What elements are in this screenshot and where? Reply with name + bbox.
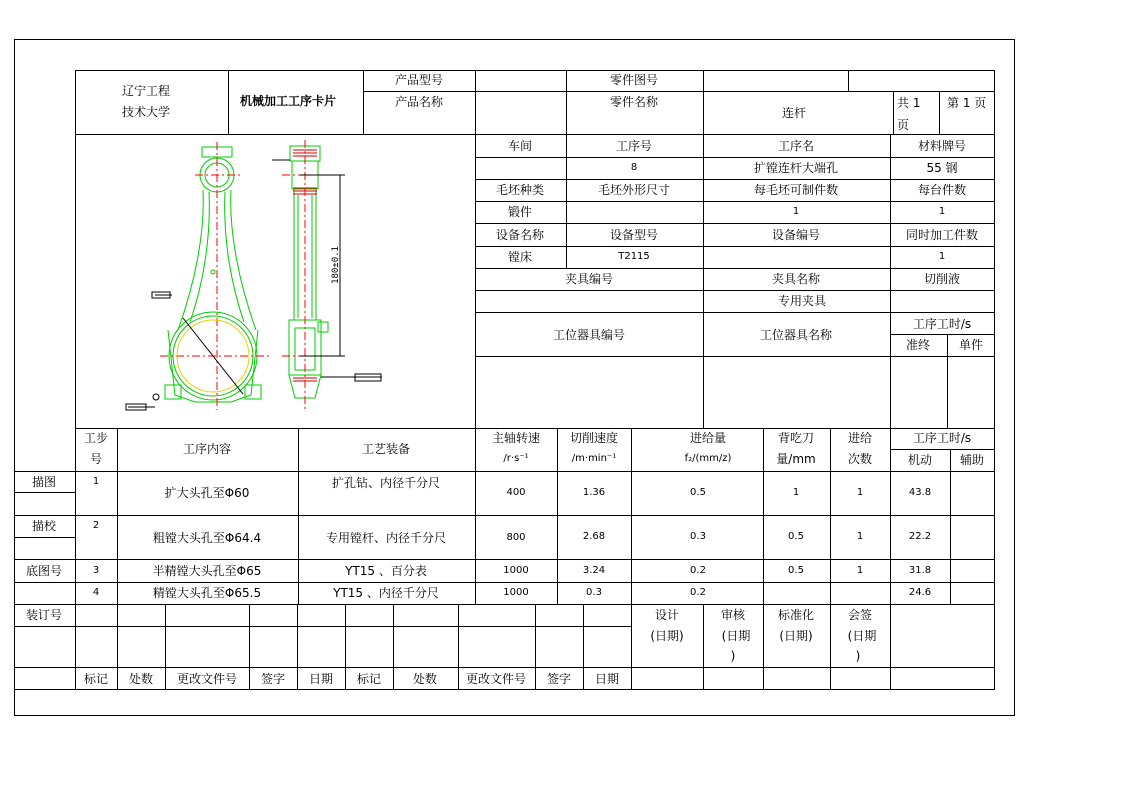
page-number: 第 1 页 xyxy=(947,96,987,110)
fixture-no-label: 夹具编号 xyxy=(564,272,614,286)
passes-unit: 次数 xyxy=(847,452,873,466)
school-name-line2: 技术大学 xyxy=(121,105,171,119)
equip-model-value: T2115 xyxy=(618,251,650,262)
cut-speed-unit: /m·min⁻¹ xyxy=(571,453,617,464)
trace-label: 描图 xyxy=(31,475,57,489)
binding-no-label: 装订号 xyxy=(25,608,63,622)
step-cut-speed: 0.3 xyxy=(586,587,602,598)
check-label: 描校 xyxy=(31,519,57,533)
step-spindle: 400 xyxy=(506,487,526,498)
step-no: 1 xyxy=(92,476,100,487)
standardization-label: 标准化 xyxy=(777,608,815,622)
countersign-date-label: (日期 xyxy=(847,629,877,643)
parts-per-blank-value: 1 xyxy=(792,206,800,217)
step-cut-speed: 3.24 xyxy=(582,565,606,576)
review-label: 审核 xyxy=(720,608,746,622)
simul-parts-label: 同时加工件数 xyxy=(905,228,979,242)
step-passes: 1 xyxy=(856,531,864,542)
step-equipment: YT15 、内径千分尺 xyxy=(333,586,439,600)
part-drawing-no-label: 零件图号 xyxy=(609,73,659,87)
design-date-label: (日期) xyxy=(650,629,684,643)
step-depth: 0.5 xyxy=(788,565,804,576)
step-spindle: 800 xyxy=(506,532,526,543)
step-cut-speed: 1.36 xyxy=(582,487,606,498)
step-content: 半精镗大头孔至Φ65 xyxy=(152,564,262,578)
step-no-header: 工步 xyxy=(83,431,109,445)
material-label: 材料牌号 xyxy=(917,139,967,153)
countersign-date-close: ) xyxy=(855,649,861,663)
op-no-value: 8 xyxy=(630,162,638,173)
step-no: 2 xyxy=(92,520,100,531)
blank-type-value: 锻件 xyxy=(507,205,533,219)
step-hours-header: 工序工时/s xyxy=(912,431,972,445)
fixture-name-value: 专用夹具 xyxy=(777,294,827,308)
step-depth: 1 xyxy=(792,487,800,498)
step-content: 扩大头孔至Φ60 xyxy=(164,486,250,500)
total-pages-unit: 页 xyxy=(897,118,910,132)
step-machine-time: 31.8 xyxy=(908,565,932,576)
equip-model-label: 设备型号 xyxy=(609,228,659,242)
equip-no-label: 设备编号 xyxy=(771,228,821,242)
coolant-label: 切削液 xyxy=(923,272,961,286)
parts-per-blank-label: 每毛坯可制件数 xyxy=(753,183,839,197)
footer-mark: 标记 xyxy=(83,672,109,686)
op-no-label: 工序号 xyxy=(615,139,653,153)
part-name-value: 连杆 xyxy=(781,106,807,120)
machine-time-header: 机动 xyxy=(907,453,933,467)
spindle-speed-header: 主轴转速 xyxy=(491,431,541,445)
footer-sign: 签字 xyxy=(260,672,286,686)
depth-unit: 量/mm xyxy=(776,452,816,466)
station-tool-no-label: 工位器具编号 xyxy=(552,328,626,342)
step-feed: 0.5 xyxy=(690,487,706,498)
footer-mark: 标记 xyxy=(356,672,382,686)
footer-doc-no: 更改文件号 xyxy=(176,672,238,686)
base-drawing-no-label: 底图号 xyxy=(25,564,63,578)
step-passes: 1 xyxy=(856,487,864,498)
blank-size-label: 毛坯外形尺寸 xyxy=(597,183,671,197)
workshop-label: 车间 xyxy=(507,139,533,153)
step-depth: 0.5 xyxy=(788,531,804,542)
equipment-header: 工艺装备 xyxy=(361,442,411,456)
card-title: 机械加工工序卡片 xyxy=(239,94,337,108)
total-pages: 共 1 xyxy=(897,96,921,110)
material-value: 55 钢 xyxy=(926,161,958,175)
review-date-close: ) xyxy=(730,649,736,663)
step-spindle: 1000 xyxy=(503,565,529,576)
footer-date: 日期 xyxy=(308,672,334,686)
rod-length-dimension: 180±0.1 xyxy=(331,246,341,284)
design-label: 设计 xyxy=(654,608,680,622)
review-date-label: (日期 xyxy=(721,629,751,643)
standardization-date-label: (日期) xyxy=(779,629,813,643)
footer-date: 日期 xyxy=(594,672,620,686)
step-content: 精镗大头孔至Φ65.5 xyxy=(152,586,262,600)
footer-sign: 签字 xyxy=(546,672,572,686)
step-no: 4 xyxy=(92,587,100,598)
product-model-label: 产品型号 xyxy=(394,73,444,87)
depth-header: 背吃刀 xyxy=(777,431,815,445)
feed-unit: f₂/(mm/z) xyxy=(684,453,732,464)
parts-per-unit-value: 1 xyxy=(938,206,946,217)
op-name-label: 工序名 xyxy=(777,139,815,153)
part-name-label: 零件名称 xyxy=(609,95,659,109)
passes-header: 进给 xyxy=(847,431,873,445)
cut-speed-header: 切削速度 xyxy=(569,431,619,445)
step-feed: 0.3 xyxy=(690,531,706,542)
fixture-name-label: 夹具名称 xyxy=(771,272,821,286)
product-name-label: 产品名称 xyxy=(394,95,444,109)
step-no: 3 xyxy=(92,565,100,576)
equip-name-label: 设备名称 xyxy=(495,228,545,242)
step-passes: 1 xyxy=(856,565,864,576)
step-equipment: YT15 、百分表 xyxy=(345,564,427,578)
prep-time-label: 准终 xyxy=(905,338,931,352)
step-feed: 0.2 xyxy=(690,587,706,598)
step-equipment: 扩孔钻、内径千分尺 xyxy=(331,476,441,490)
step-machine-time: 22.2 xyxy=(908,531,932,542)
unit-time-label: 单件 xyxy=(958,338,984,352)
station-tool-name-label: 工位器具名称 xyxy=(759,328,833,342)
spindle-speed-unit: /r·s⁻¹ xyxy=(503,453,529,464)
step-equipment: 专用镗杆、内径千分尺 xyxy=(325,531,447,545)
step-spindle: 1000 xyxy=(503,587,529,598)
op-name-value: 扩镗连杆大端孔 xyxy=(753,161,839,175)
op-hours-label: 工序工时/s xyxy=(912,317,972,331)
countersign-label: 会签 xyxy=(847,608,873,622)
aux-time-header: 辅助 xyxy=(959,453,985,467)
blank-type-label: 毛坯种类 xyxy=(495,183,545,197)
parts-per-unit-label: 每台件数 xyxy=(917,183,967,197)
footer-count: 处数 xyxy=(412,672,438,686)
step-content: 粗镗大头孔至Φ64.4 xyxy=(152,531,262,545)
step-no-header-2: 号 xyxy=(89,452,103,466)
feed-header: 进给量 xyxy=(689,431,727,445)
step-machine-time: 43.8 xyxy=(908,487,932,498)
content-header: 工序内容 xyxy=(182,442,232,456)
step-cut-speed: 2.68 xyxy=(582,531,606,542)
step-machine-time: 24.6 xyxy=(908,587,932,598)
footer-doc-no: 更改文件号 xyxy=(465,672,527,686)
school-name-line1: 辽宁工程 xyxy=(121,84,171,98)
simul-parts-value: 1 xyxy=(938,251,946,262)
equip-name-value: 镗床 xyxy=(507,250,533,264)
step-feed: 0.2 xyxy=(690,565,706,576)
footer-count: 处数 xyxy=(128,672,154,686)
